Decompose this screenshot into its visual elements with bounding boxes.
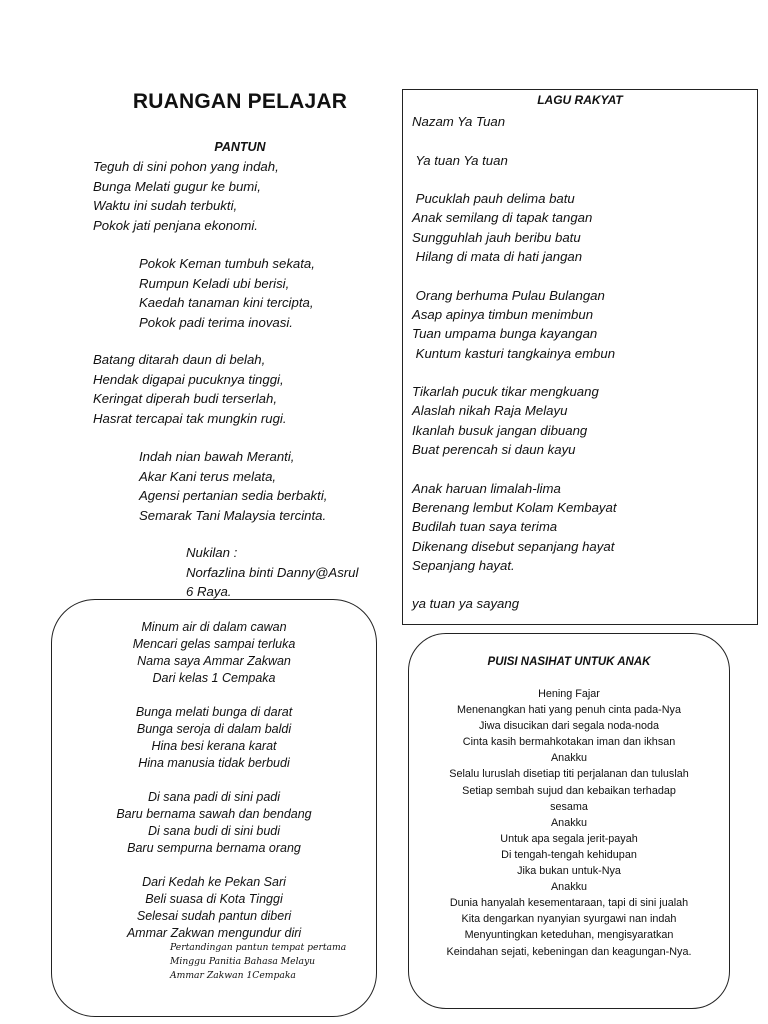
text-line: Tuan umpama bunga kayangan xyxy=(412,326,598,342)
text-line: Pucuklah pauh delima batu xyxy=(412,191,575,207)
text-line xyxy=(51,772,377,789)
text-line: Kuntum kasturi tangkainya embun xyxy=(412,345,616,361)
pantun-stanza xyxy=(93,350,287,428)
pantun-line: Waktu ini sudah terbukti, xyxy=(93,198,238,213)
text-line: Budilah tuan saya terima xyxy=(412,519,558,535)
pantun-stanza xyxy=(139,254,315,332)
text-line: Hina manusia tidak berbudi xyxy=(138,756,290,770)
pantun-line: Bunga Melati gugur ke bumi, xyxy=(93,178,261,194)
text-line: Anakku xyxy=(550,881,587,894)
text-line: Menyuntingkan keteduhan, mengisyaratkan xyxy=(464,929,674,942)
credit-line: Norfazlina binti Danny@Asrul xyxy=(186,564,359,580)
pantun-line: Batang ditarah daun di belah, xyxy=(93,352,266,367)
text-line xyxy=(51,687,377,704)
credit-line: Nukilan : xyxy=(186,545,238,560)
puisi-heading: PUISI NASIHAT UNTUK ANAK xyxy=(487,656,651,668)
text-line: Anakku xyxy=(550,752,587,765)
pantun-ammar-lines xyxy=(51,619,377,942)
text-line: Cinta kasih bermahkotakan iman dan ikhsan xyxy=(462,736,676,749)
lagu-rakyat-heading: LAGU RAKYAT xyxy=(537,93,623,107)
pantun-stanza xyxy=(139,447,327,525)
pantun-line: Keringat diperah budi terserlah, xyxy=(93,391,278,406)
pantun-line: Pokok Keman tumbuh sekata, xyxy=(139,256,315,271)
page-title: RUANGAN PELAJAR xyxy=(132,90,348,113)
text-line: Nama saya Ammar Zakwan xyxy=(137,654,291,668)
text-line: Minum air di dalam cawan xyxy=(141,620,287,634)
text-line: Anak haruan limalah-lima xyxy=(412,480,561,496)
text-line: Alaslah nikah Raja Melayu xyxy=(412,403,568,419)
pantun-line: Indah nian bawah Meranti, xyxy=(139,449,295,464)
text-line: sesama xyxy=(550,800,588,813)
text-line xyxy=(412,170,617,189)
pantun-line: Teguh di sini pohon yang indah, xyxy=(93,159,279,174)
text-line: Berenang lembut Kolam Kembayat xyxy=(412,499,617,515)
text-line: Anak semilang di tapak tangan xyxy=(412,210,593,226)
text-line xyxy=(412,459,617,478)
text-line: Menenangkan hati yang penuh cinta pada-Nya xyxy=(457,704,681,717)
text-line: Jiwa disucikan dari segala noda-noda xyxy=(478,720,660,733)
text-line xyxy=(51,857,377,874)
pantun-heading: PANTUN xyxy=(214,140,266,154)
text-line: Baru bernama sawah dan bendang xyxy=(116,807,312,821)
text-line: Bunga melati bunga di darat xyxy=(135,705,293,719)
text-line: Ammar Zakwan mengundur diri xyxy=(126,926,302,940)
pantun-line: Hasrat tercapai tak mungkin rugi. xyxy=(93,410,287,426)
credit-line: Pertandingan pantun tempat pertama xyxy=(170,942,347,953)
text-line xyxy=(412,131,617,150)
text-line: Hilang di mata di hati jangan xyxy=(412,249,583,265)
pantun-line: Rumpun Keladi ubi berisi, xyxy=(139,275,290,291)
pantun-line: Kaedah tanaman kini tercipta, xyxy=(139,295,314,310)
pantun-line: Semarak Tani Malaysia tercinta. xyxy=(139,507,327,523)
text-line: Di sana padi di sini padi xyxy=(147,790,281,804)
text-line xyxy=(412,363,617,382)
text-line: Jika bukan untuk-Nya xyxy=(517,865,621,878)
text-line: Ya tuan Ya tuan xyxy=(412,152,508,168)
text-line: Sungguhlah jauh beribu batu xyxy=(412,229,581,245)
text-line: Beli suasa di Kota Tinggi xyxy=(145,892,283,906)
text-line: Baru sempurna bernama orang xyxy=(127,841,301,855)
text-line: Dikenang disebut sepanjang hayat xyxy=(412,538,615,554)
text-line: Dari kelas 1 Cempaka xyxy=(152,671,276,685)
pantun-line: Agensi pertanian sedia berbakti, xyxy=(139,488,328,503)
text-line: Orang berhuma Pulau Bulangan xyxy=(412,287,605,303)
text-line: Hening Fajar xyxy=(538,688,600,700)
text-line: Keindahan sejati, kebeningan dan keagungan-Nya. xyxy=(446,945,692,958)
puisi-lines xyxy=(408,686,730,960)
lagu-rakyat-lines xyxy=(412,112,617,614)
pantun-line: Pokok jati penjana ekonomi. xyxy=(93,217,258,233)
text-line: Nazam Ya Tuan xyxy=(412,114,506,129)
text-line: Hina besi kerana karat xyxy=(151,739,277,753)
text-line: Ikanlah busuk jangan dibuang xyxy=(412,422,588,438)
text-line: Selalu luruslah disetiap titi perjalanan dan tuluslah xyxy=(449,768,689,781)
pantun-line: Pokok padi terima inovasi. xyxy=(139,314,293,330)
text-line: Di sana budi di sini budi xyxy=(147,824,281,838)
pantun-credit xyxy=(186,543,358,602)
text-line: Selesai sudah pantun diberi xyxy=(136,909,292,923)
text-line xyxy=(412,266,617,285)
pantun-ammar-credit xyxy=(170,941,346,983)
pantun-stanza xyxy=(93,157,279,235)
text-line: Dunia hanyalah kesementaraan, tapi di sini jualah xyxy=(449,897,689,910)
pantun-line: Akar Kani terus melata, xyxy=(139,468,277,484)
credit-line: Minggu Panitia Bahasa Melayu xyxy=(170,956,316,967)
text-line: Mencari gelas sampai terluka xyxy=(132,637,296,651)
pantun-line: Hendak digapai pucuknya tinggi, xyxy=(93,371,284,387)
credit-line: 6 Raya. xyxy=(186,584,232,599)
text-line: Sepanjang hayat. xyxy=(412,557,515,573)
text-line: Asap apinya timbun menimbun xyxy=(412,306,594,322)
text-line: Dari Kedah ke Pekan Sari xyxy=(142,875,286,889)
credit-line: Ammar Zakwan 1Cempaka xyxy=(170,970,296,981)
text-line: ya tuan ya sayang xyxy=(412,596,520,612)
text-line: Buat perencah si daun kayu xyxy=(412,442,576,458)
text-line: Di tengah-tengah kehidupan xyxy=(501,848,637,861)
text-line: Tikarlah pucuk tikar mengkuang xyxy=(412,384,599,400)
text-line: Setiap sembah sujud dan kebaikan terhadap xyxy=(462,784,676,797)
text-line: Untuk apa segala jerit-payah xyxy=(500,832,638,845)
text-line xyxy=(412,575,617,594)
text-line: Kita dengarkan nyanyian syurgawi nan indah xyxy=(461,913,677,926)
text-line: Anakku xyxy=(550,816,587,829)
text-line: Bunga seroja di dalam baldi xyxy=(136,722,292,736)
